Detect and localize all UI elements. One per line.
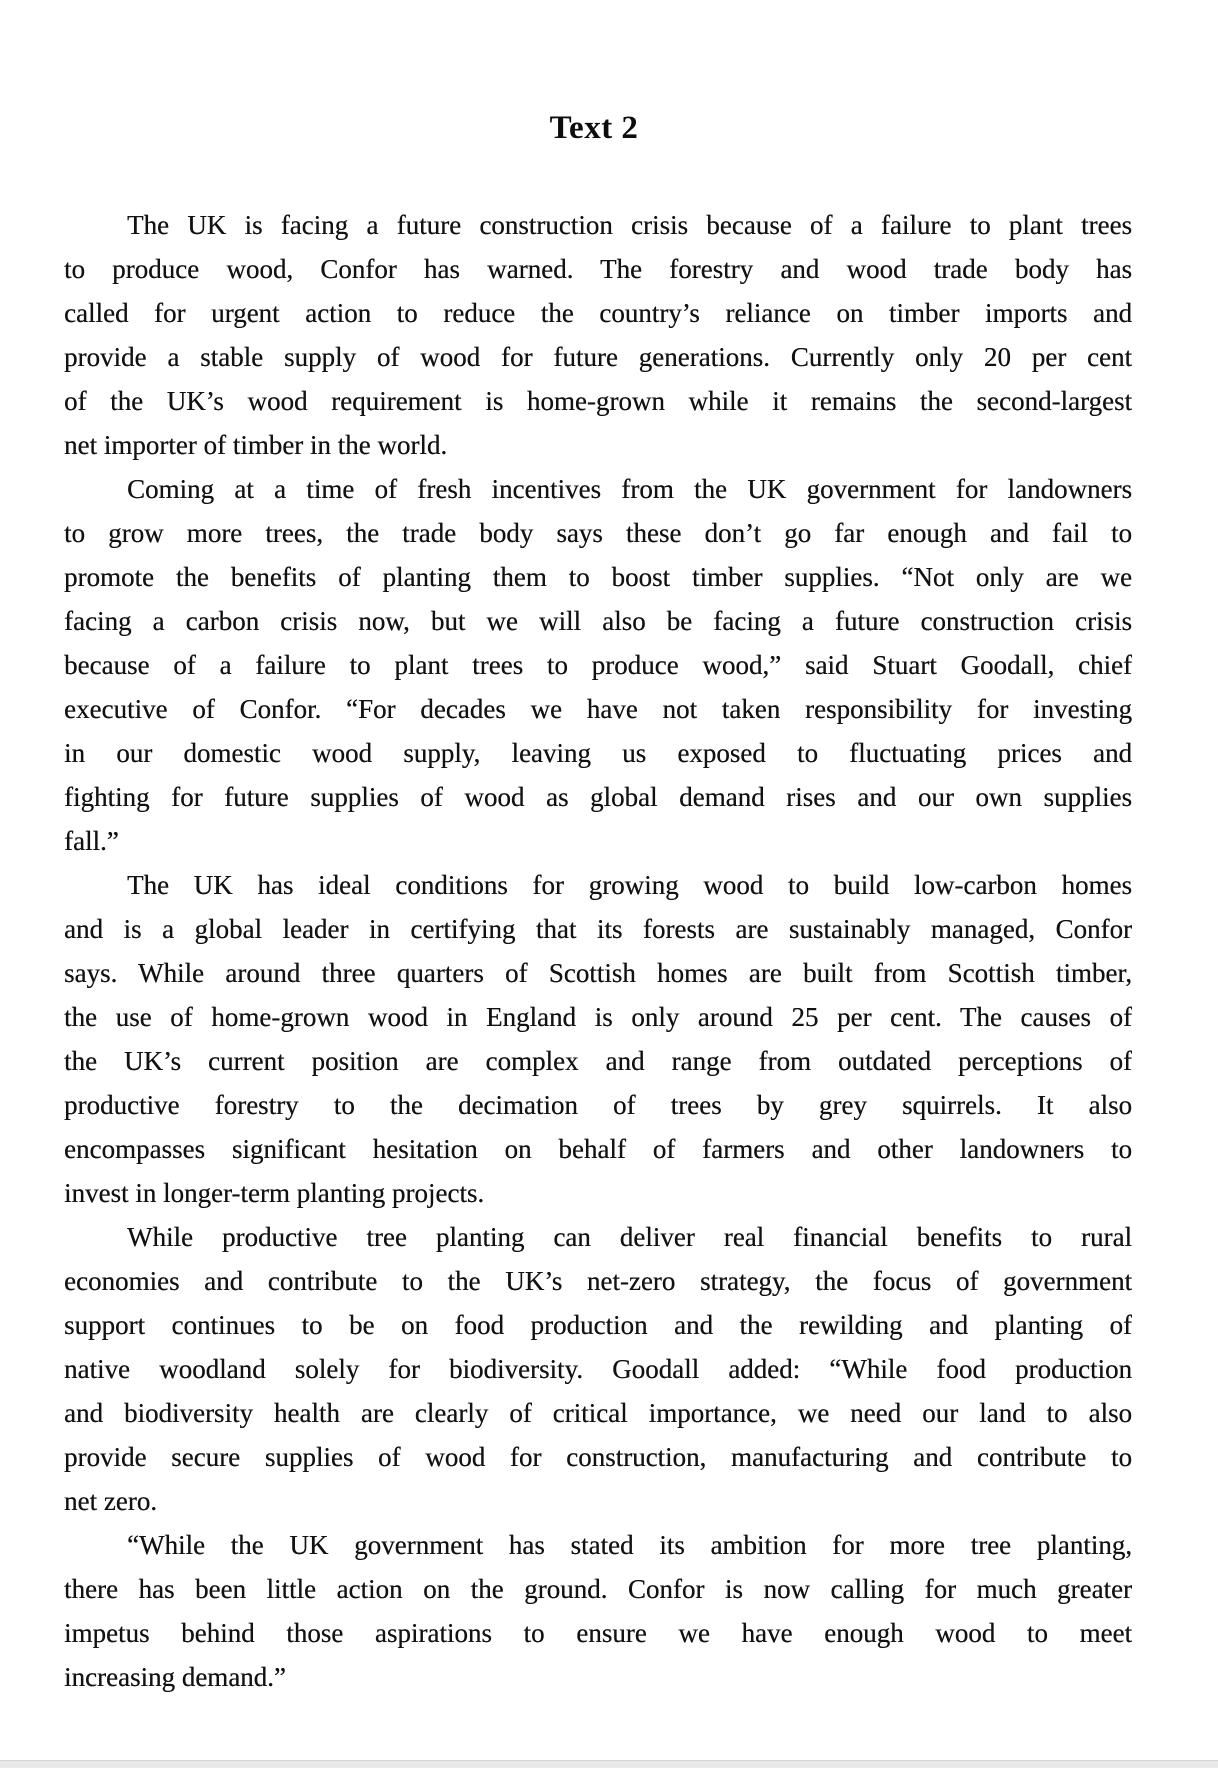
paragraph <box>64 467 1132 863</box>
text-line: fighting for future supplies of wood as global demand rises and our own supplies <box>64 782 1132 812</box>
paragraph <box>64 1215 1132 1523</box>
text-line: executive of Confor. “For decades we have not taken responsibility for investing <box>64 694 1132 724</box>
scan-edge-strip <box>0 1760 1218 1768</box>
text-line: in our domestic wood supply, leaving us exposed to fluctuating prices and <box>64 738 1132 768</box>
text-line: economies and contribute to the UK’s net-zero strategy, the focus of government <box>64 1266 1132 1296</box>
text-line: provide a stable supply of wood for future generations. Currently only 20 per cent <box>64 342 1132 372</box>
text-line: the use of home-grown wood in England is only around 25 per cent. The causes of <box>64 1002 1132 1032</box>
document-body <box>64 203 1132 1699</box>
text-line: The UK has ideal conditions for growing wood to build low-carbon homes <box>127 870 1132 900</box>
text-line: there has been little action on the ground. Confor is now calling for much greater <box>64 1574 1132 1604</box>
text-line: “While the UK government has stated its ambition for more tree planting, <box>127 1530 1132 1560</box>
text-line: increasing demand.” <box>64 1662 286 1692</box>
text-line: net zero. <box>64 1486 157 1516</box>
text-line: says. While around three quarters of Scottish homes are built from Scottish timber, <box>64 958 1132 988</box>
paragraph <box>64 203 1132 467</box>
paragraph <box>64 1523 1132 1699</box>
text-line: While productive tree planting can deliver real financial benefits to rural <box>127 1222 1132 1252</box>
text-line: native woodland solely for biodiversity. Goodall added: “While food production <box>64 1354 1132 1384</box>
text-line: invest in longer-term planting projects. <box>64 1178 485 1208</box>
text-line: net importer of timber in the world. <box>64 430 448 460</box>
text-line: to grow more trees, the trade body says these don’t go far enough and fail to <box>64 518 1132 548</box>
text-line: and biodiversity health are clearly of critical importance, we need our land to also <box>64 1398 1132 1428</box>
text-line: promote the benefits of planting them to boost timber supplies. “Not only are we <box>64 562 1132 592</box>
text-line: productive forestry to the decimation of trees by grey squirrels. It also <box>64 1090 1132 1120</box>
text-line: called for urgent action to reduce the country’s reliance on timber imports and <box>64 298 1132 328</box>
text-line: to produce wood, Confor has warned. The forestry and wood trade body has <box>64 254 1132 284</box>
text-line: because of a failure to plant trees to produce wood,” said Stuart Goodall, chief <box>64 650 1132 680</box>
page-title: Text 2 <box>549 110 639 146</box>
text-line: support continues to be on food production and the rewilding and planting of <box>64 1310 1132 1340</box>
paragraph <box>64 863 1132 1215</box>
text-line: The UK is facing a future construction crisis because of a failure to plant trees <box>127 210 1132 240</box>
text-line: and is a global leader in certifying that its forests are sustainably managed, Confor <box>64 914 1132 944</box>
text-line: Coming at a time of fresh incentives from the UK government for landowners <box>127 474 1132 504</box>
text-line: of the UK’s wood requirement is home-grown while it remains the second-largest <box>64 386 1132 416</box>
text-line: the UK’s current position are complex and range from outdated perceptions of <box>64 1046 1132 1076</box>
text-line: impetus behind those aspirations to ensure we have enough wood to meet <box>64 1618 1132 1648</box>
text-line: facing a carbon crisis now, but we will also be facing a future construction crisis <box>64 606 1132 636</box>
text-line: fall.” <box>64 826 119 856</box>
text-line: provide secure supplies of wood for construction, manufacturing and contribute to <box>64 1442 1132 1472</box>
text-line: encompasses significant hesitation on behalf of farmers and other landowners to <box>64 1134 1132 1164</box>
